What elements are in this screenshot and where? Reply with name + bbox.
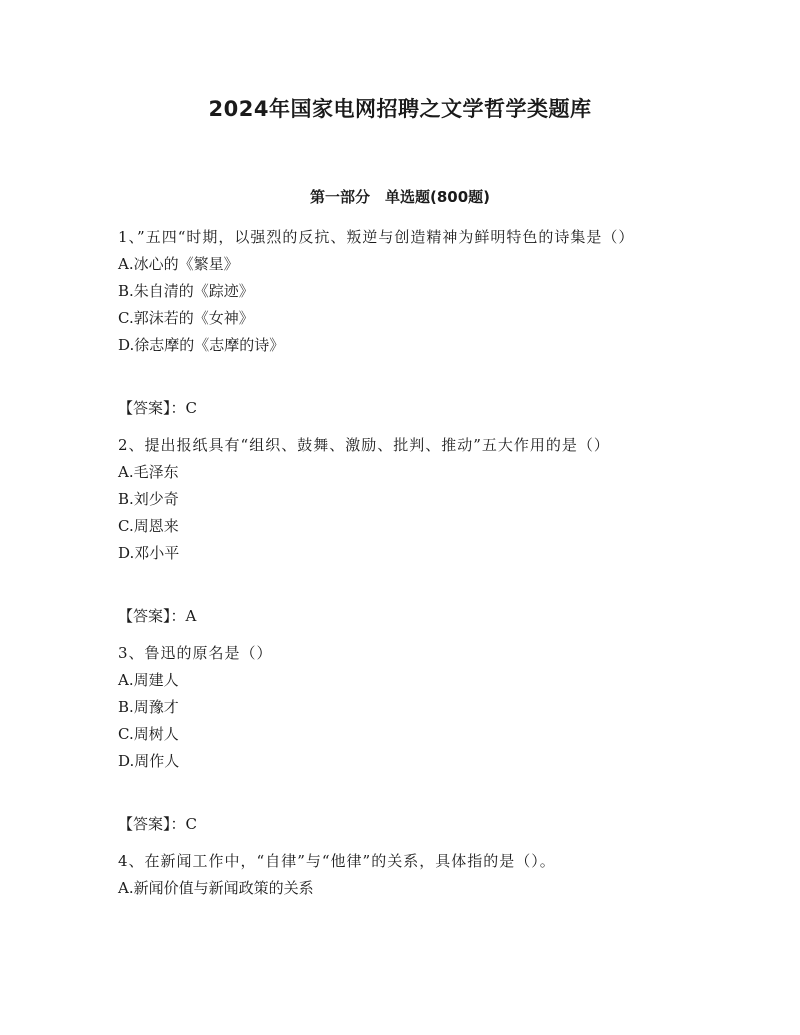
section-title: 第一部分 单选题(800题) (309, 188, 491, 206)
option-b: B.朱自清的《踪迹》 (118, 282, 254, 300)
question-3 (118, 640, 683, 838)
question-2 (118, 432, 683, 630)
document-title: 2024年国家电网招聘之文学哲学类题库 (208, 97, 592, 121)
option-a: A.冰心的《繁星》 (118, 255, 239, 273)
question-4 (118, 848, 683, 902)
question-list (118, 224, 683, 902)
question-stem: 3、鲁迅的原名是（） (118, 644, 273, 662)
option-a: A.新闻价值与新闻政策的关系 (118, 879, 314, 897)
answer-label: 【答案】：A (118, 607, 197, 625)
option-b: B.周豫才 (118, 698, 179, 716)
option-a: A.毛泽东 (118, 463, 179, 481)
option-c: C.周恩来 (118, 517, 179, 535)
question-1 (118, 224, 683, 422)
option-d: D.徐志摩的《志摩的诗》 (118, 336, 285, 354)
answer-label: 【答案】：C (118, 815, 197, 833)
option-c: C.周树人 (118, 725, 179, 743)
answer-label: 【答案】：C (118, 399, 197, 417)
question-stem: 4、在新闻工作中，“自律”与“他律”的关系，具体指的是（）。 (118, 852, 556, 870)
option-a: A.周建人 (118, 671, 179, 689)
question-stem: 1、”五四“时期，以强烈的反抗、叛逆与创造精神为鲜明特色的诗集是（） (118, 228, 635, 246)
option-d: D.周作人 (118, 752, 180, 770)
option-d: D.邓小平 (118, 544, 180, 562)
option-c: C.郭沫若的《女神》 (118, 309, 254, 327)
question-stem: 2、提出报纸具有“组织、鼓舞、激励、批判、推动”五大作用的是（） (118, 436, 610, 454)
option-b: B.刘少奇 (118, 490, 179, 508)
